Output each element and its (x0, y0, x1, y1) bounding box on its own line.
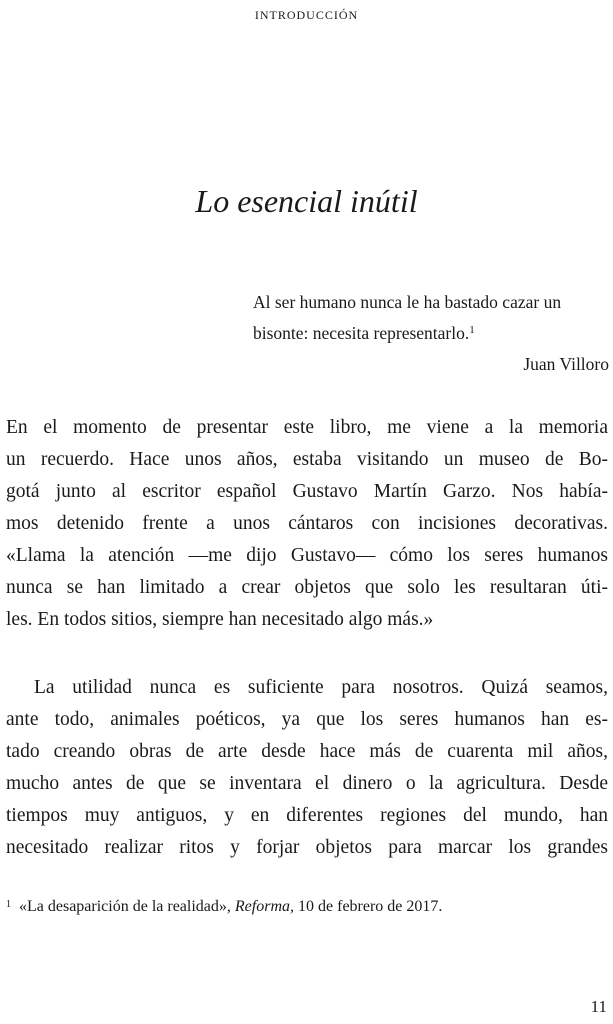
text-line: tado creando obras de arte desde hace más de cuarenta mil años, (6, 741, 608, 762)
paragraph-2 (6, 672, 608, 864)
epigraph-line: Al ser humano nunca le ha bastado cazar un (253, 292, 562, 312)
footnote (6, 895, 608, 919)
epigraph-author: Juan Villoro (523, 354, 609, 374)
epigraph (253, 287, 609, 380)
footnote-date: 10 de febrero de 2017. (294, 898, 443, 915)
text-line: ante todo, animales poéticos, ya que los seres humanos han es- (6, 709, 608, 730)
footnote-number: 1 (6, 899, 11, 910)
chapter-title: Lo esencial inútil (195, 183, 418, 219)
text-line: mucho antes de que se inventara el dinero o la agricultura. Desde (6, 773, 608, 794)
text-line: un recuerdo. Hace unos años, estaba visitando un museo de Bo- (6, 449, 608, 470)
paragraph-1 (6, 412, 608, 636)
text-line: En el momento de presentar este libro, me viene a la memoria (6, 417, 608, 438)
epigraph-line (253, 318, 609, 349)
epigraph-text: bisonte: necesita representarlo. (253, 323, 470, 343)
text-line: mos detenido frente a unos cántaros con incisiones decorativas. (6, 513, 608, 534)
footnote-text: «La desaparición de la realidad», (19, 898, 235, 915)
text-line: La utilidad nunca es suficiente para nosotros. Quizá seamos, (34, 677, 608, 698)
text-line: tiempos muy antiguos, y en diferentes regiones del mundo, han (6, 805, 608, 826)
text-line: necesitado realizar ritos y forjar objetos para marcar los grandes (6, 837, 608, 858)
text-line: nunca se han limitado a crear objetos que solo les resultaran úti- (6, 577, 608, 598)
text-line: «Llama la atención —me dijo Gustavo— cómo los seres humanos (6, 545, 608, 566)
text-line: gotá junto al escritor español Gustavo Martín Garzo. Nos había- (6, 481, 608, 502)
running-head: introducción (254, 4, 359, 23)
page-number: 11 (590, 997, 607, 1016)
footnote-reference: 1 (469, 324, 475, 336)
footnote-source: Reforma, (234, 898, 295, 915)
text-line: les. En todos sitios, siempre han necesitado algo más.» (6, 609, 434, 630)
